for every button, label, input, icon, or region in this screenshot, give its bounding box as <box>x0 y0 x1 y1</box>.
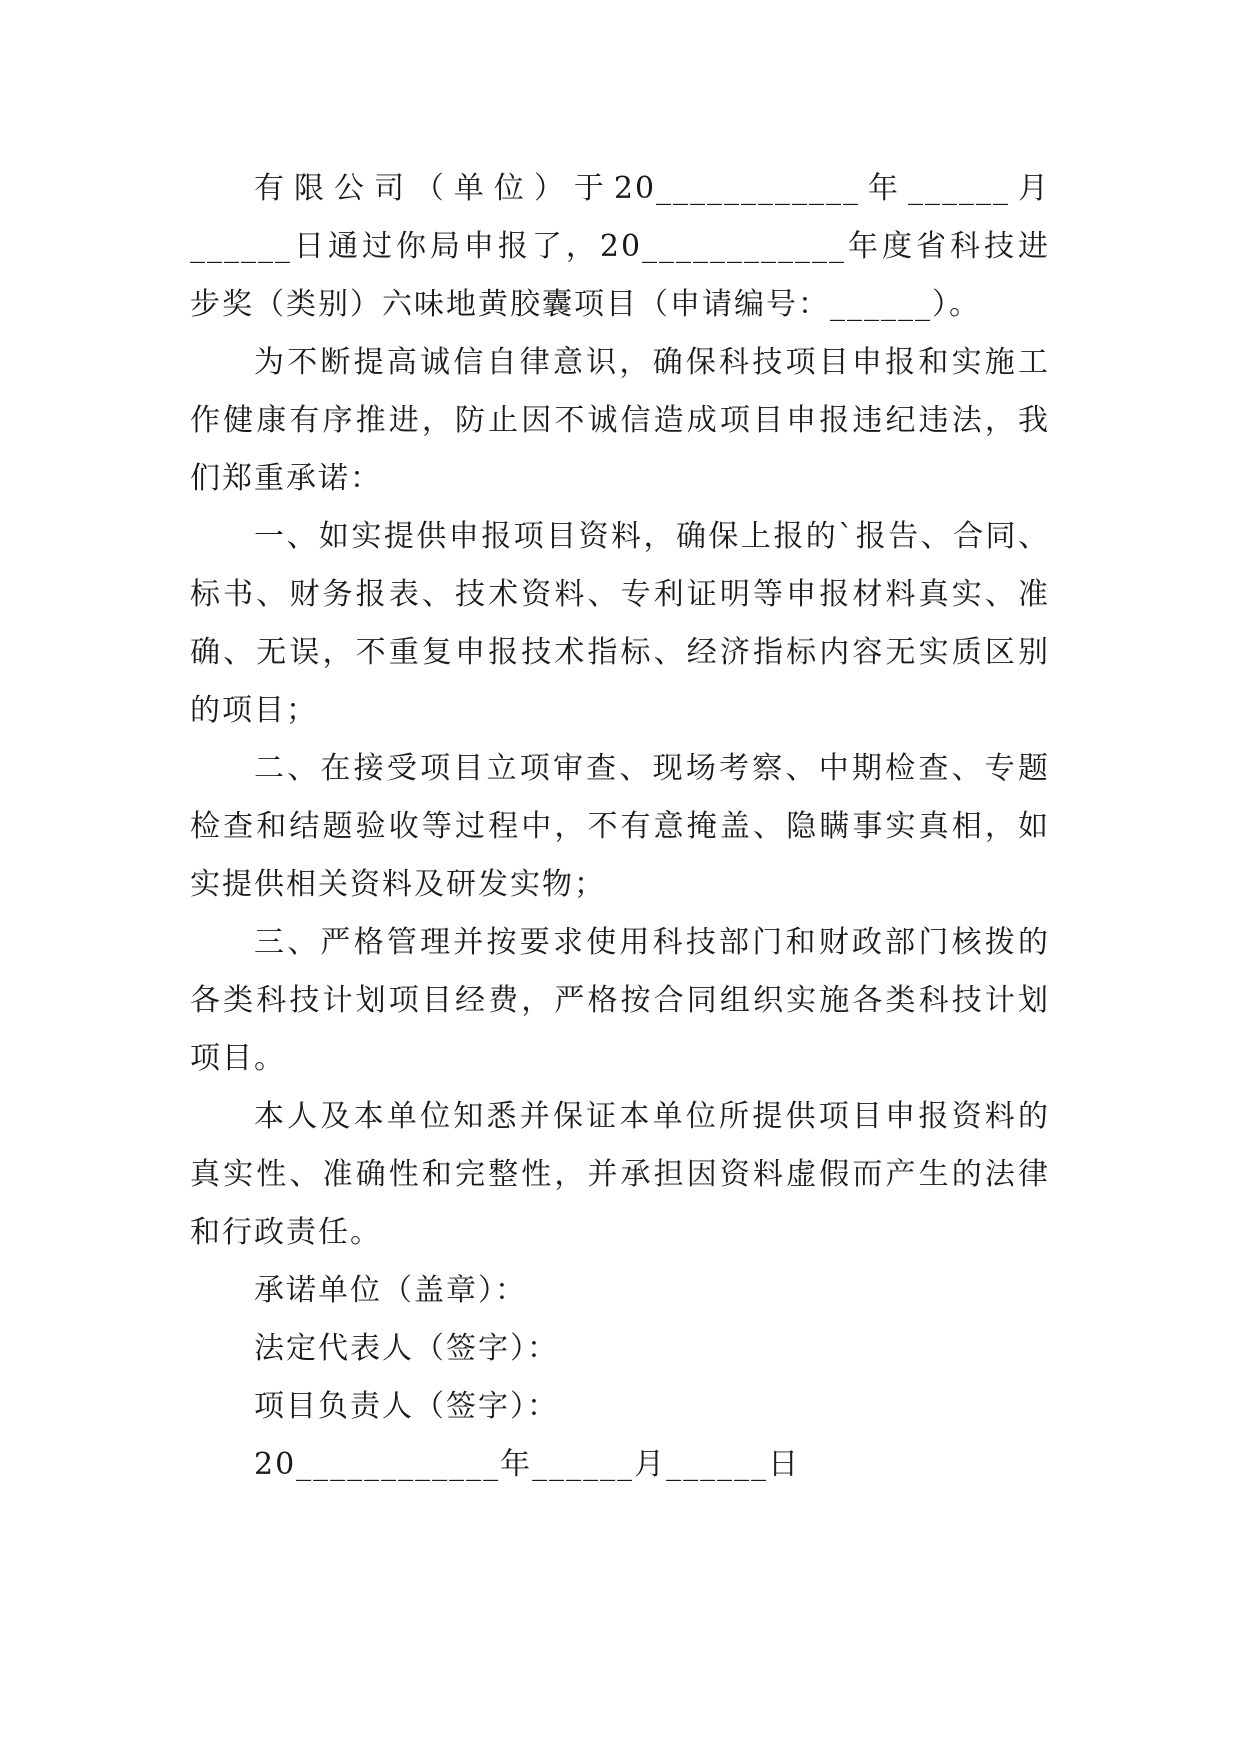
signature-unit: 承诺单位（盖章）： <box>254 1273 527 1308</box>
paragraph-application-info: 有限公司（单位）于20____________年______月______日通过你局申报了，20____________年度省科技进步奖（类别）六味地黄胶囊项目（申请编号：______）。 <box>190 171 1050 322</box>
paragraph-declaration: 本人及本单位知悉并保证本单位所提供项目申报资料的真实性、准确性和完整性，并承担因资料虚假而产生的法律和行政责任。 <box>190 1099 1050 1250</box>
paragraph-commitment-2: 二、在接受项目立项审查、现场考察、中期检查、专题检查和结题验收等过程中，不有意掩盖、隐瞒事实真相，如实提供相关资料及研发实物； <box>190 751 1050 902</box>
paragraph-commitment-intro: 为不断提高诚信自律意识，确保科技项目申报和实施工作健康有序推进，防止因不诚信造成项目申报违纪违法，我们郑重承诺： <box>190 345 1050 496</box>
signature-date: 20____________年______月______日 <box>254 1447 801 1482</box>
paragraph-commitment-3: 三、严格管理并按要求使用科技部门和财政部门核拨的各类科技计划项目经费，严格按合同组织实施各类科技计划项目。 <box>190 925 1050 1076</box>
document-body <box>190 160 1050 1494</box>
paragraph-commitment-1: 一、如实提供申报项目资料，确保上报的`报告、合同、标书、财务报表、技术资料、专利证明等申报材料真实、准确、无误，不重复申报技术指标、经济指标内容无实质区别的项目； <box>190 519 1050 728</box>
signature-project-lead: 项目负责人（签字）： <box>254 1389 559 1424</box>
signature-legal-rep: 法定代表人（签字）： <box>254 1331 559 1366</box>
